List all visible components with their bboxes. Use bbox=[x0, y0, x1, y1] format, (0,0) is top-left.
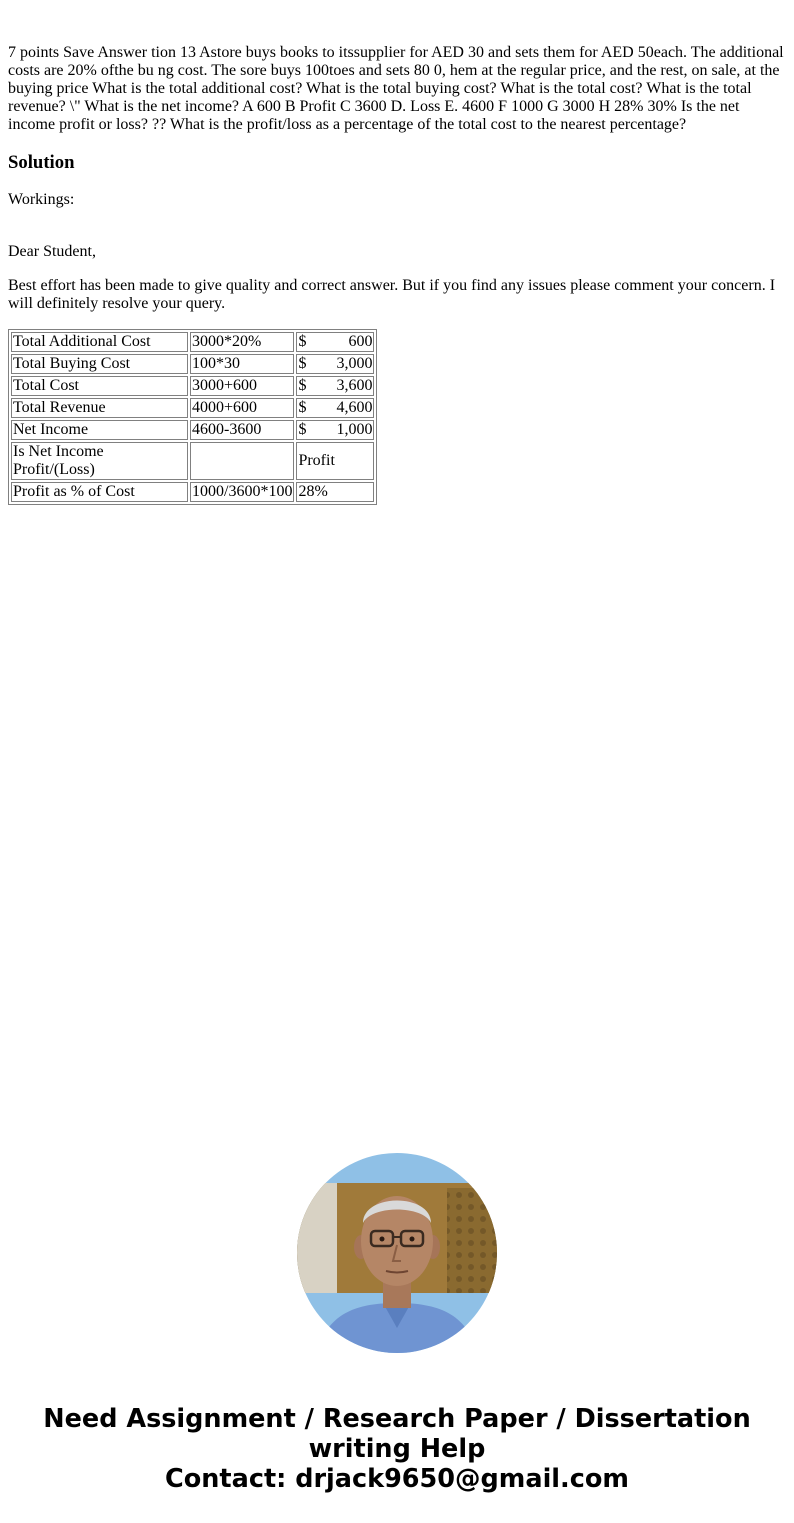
table-row bbox=[11, 376, 374, 396]
row-label: Profit as % of Cost bbox=[11, 482, 188, 502]
row-label: Total Cost bbox=[11, 376, 188, 396]
row-formula: 4600-3600 bbox=[190, 420, 294, 440]
table-row bbox=[11, 332, 374, 352]
currency-symbol: $ bbox=[298, 355, 307, 372]
row-label: Is Net Income Profit/(Loss) bbox=[11, 442, 188, 480]
row-value-cell bbox=[296, 442, 374, 480]
table-row bbox=[11, 442, 374, 480]
row-value: 1,000 bbox=[336, 421, 373, 438]
row-formula: 100*30 bbox=[190, 354, 294, 374]
solution-heading: Solution bbox=[8, 152, 75, 173]
question-text: 7 points Save Answer tion 13 Astore buys books to itssupplier for AED 30 and sets them for AED 50each. The additional costs are 20% ofthe bu ng cost. The sore buys 100toes and sets 80 0, hem at the regular price, and the rest, on sale, at the buying price What is the total additional cost? What is the total buying cost? What is the total cost? What is the total revenue? \" What is the net income? A 600 B Profit C 3600 D. Loss E. 4600 F 1000 G 3000 H 28% 30% Is the net income profit or loss? ?? What is the profit/loss as a percentage of the total cost to the nearest percentage? bbox=[8, 44, 784, 133]
banner-contact: Contact: drjack9650@gmail.com bbox=[165, 1464, 629, 1494]
table-row bbox=[11, 420, 374, 440]
row-value: 28% bbox=[298, 483, 328, 500]
table-row bbox=[11, 354, 374, 374]
promo-banner bbox=[0, 1404, 794, 1494]
row-formula bbox=[190, 442, 294, 480]
row-value-cell bbox=[296, 482, 374, 502]
row-value-cell bbox=[296, 398, 374, 418]
row-value-cell bbox=[296, 354, 374, 374]
row-formula: 3000*20% bbox=[190, 332, 294, 352]
row-formula: 4000+600 bbox=[190, 398, 294, 418]
answer-content bbox=[8, 0, 786, 505]
currency-symbol: $ bbox=[298, 399, 307, 416]
row-label: Total Buying Cost bbox=[11, 354, 188, 374]
disclaimer-note: Best effort has been made to give quality and correct answer. But if you find any issues please comment your concern. I will definitely resolve your query. bbox=[8, 277, 776, 312]
currency-symbol: $ bbox=[298, 377, 307, 394]
row-formula: 3000+600 bbox=[190, 376, 294, 396]
banner-line-2: writing Help bbox=[308, 1434, 486, 1464]
row-label: Total Revenue bbox=[11, 398, 188, 418]
currency-symbol: $ bbox=[298, 421, 307, 438]
workings-label: Workings: bbox=[8, 191, 75, 208]
row-label: Net Income bbox=[11, 420, 188, 440]
row-value-cell bbox=[296, 420, 374, 440]
row-value: 3,600 bbox=[336, 377, 373, 394]
row-value: 4,600 bbox=[336, 399, 373, 416]
row-label: Total Additional Cost bbox=[11, 332, 188, 352]
table-row bbox=[11, 398, 374, 418]
row-value: 600 bbox=[348, 333, 373, 350]
row-formula: 1000/3600*100 bbox=[192, 483, 293, 500]
author-avatar bbox=[297, 1153, 497, 1353]
row-value: 3,000 bbox=[336, 355, 373, 372]
row-value: Profit bbox=[298, 452, 335, 469]
workings-table bbox=[8, 329, 377, 505]
table-row bbox=[11, 482, 374, 502]
banner-line-1: Need Assignment / Research Paper / Dissertation bbox=[43, 1404, 751, 1434]
currency-symbol: $ bbox=[298, 333, 307, 350]
author-photo bbox=[297, 1153, 497, 1353]
row-value-cell bbox=[296, 332, 374, 352]
row-value-cell bbox=[296, 376, 374, 396]
greeting-text: Dear Student, bbox=[8, 243, 96, 260]
